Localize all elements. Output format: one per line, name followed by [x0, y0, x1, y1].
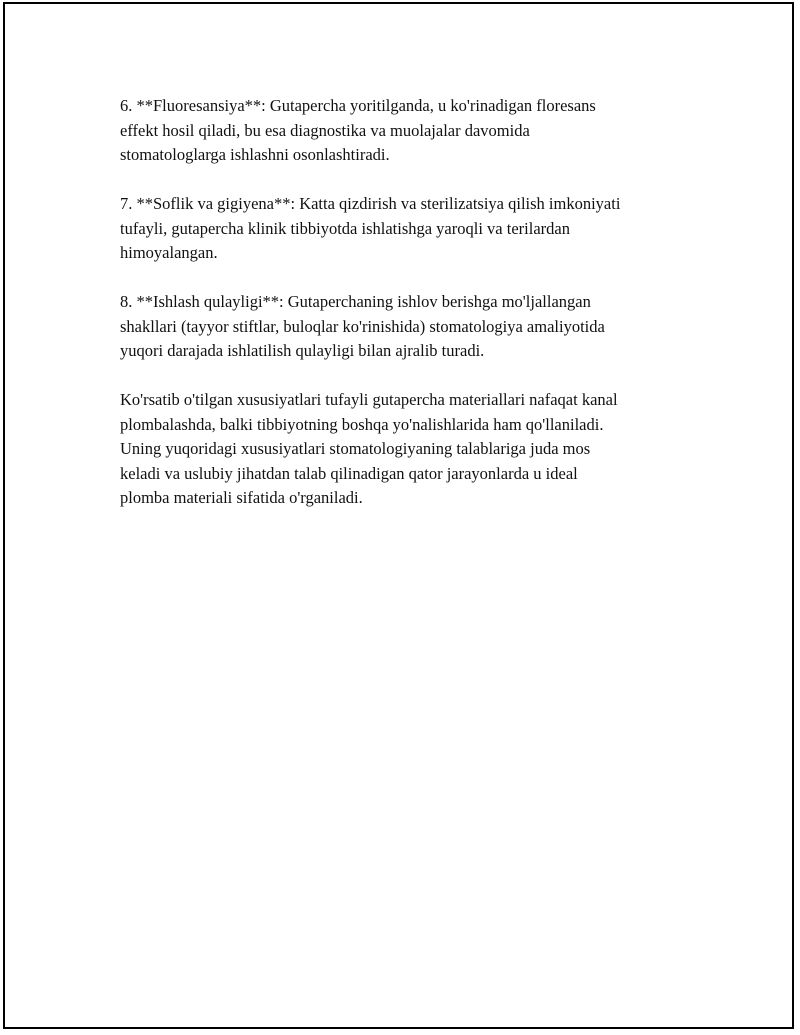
document-body — [120, 94, 690, 535]
document-page — [3, 2, 794, 1029]
paragraph-hygiene: 7. **Soflik va gigiyena**: Katta qizdirish va sterilizatsiya qilish imkoniyati tufayli, gutapercha klinik tibbiyotda ishlatishga yaroqli va terilardan himoyalangan. — [120, 194, 621, 262]
paragraph-fluorescence: 6. **Fluoresansiya**: Gutapercha yoritilganda, u ko'rinadigan floresans effekt hosil qiladi, bu esa diagnostika va muolajalar davomida stomatologlarga ishlashni osonlashtiradi. — [120, 96, 596, 164]
paragraph-usability: 8. **Ishlash qulayligi**: Gutaperchaning ishlov berishga mo'ljallangan shakllari (tayyor stiftlar, buloqlar ko'rinishida) stomatologiya amaliyotida yuqori darajada ishlatilish qulayligi bilan ajralib turadi. — [120, 292, 605, 360]
paragraph-conclusion: Ko'rsatib o'tilgan xususiyatlari tufayli gutapercha materiallari nafaqat kanal plombalashda, balki tibbiyotning boshqa yo'nalishlarida ham qo'llaniladi. Uning yuqoridagi xususiyatlari stomatologiyaning talablariga juda mos keladi va uslubiy jihatdan talab qilinadigan qator jarayonlarda u ideal plomba materiali sifatida o'rganiladi. — [120, 390, 618, 507]
